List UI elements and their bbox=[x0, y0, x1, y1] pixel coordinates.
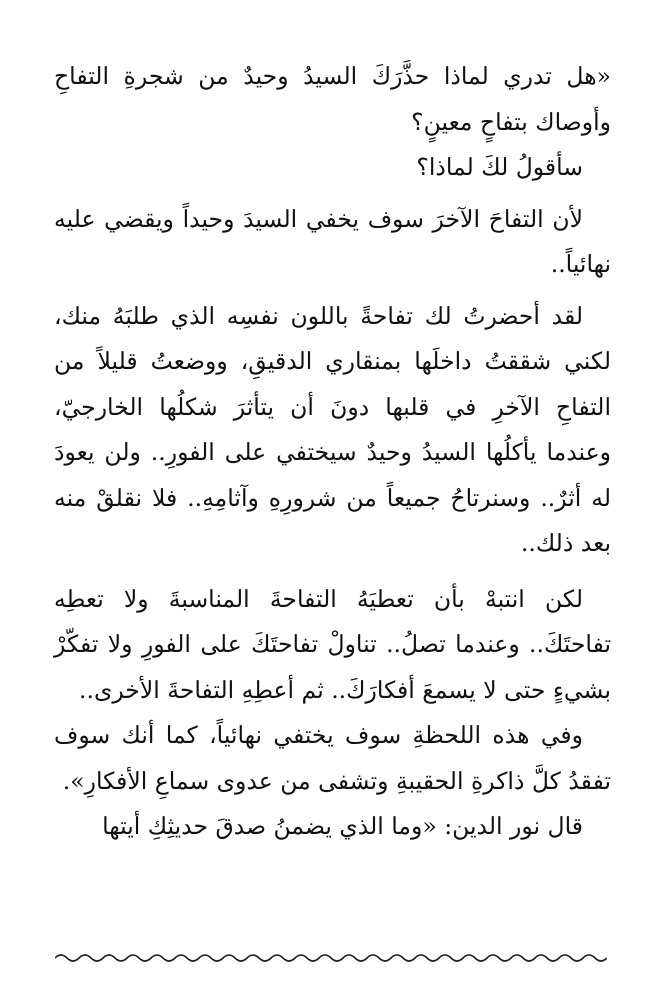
paragraph-1: «هل تدري لماذا حذَّرَكَ السيدُ وحيدٌ من شجرةِ التفاحِ وأوصاك بتفاحٍ معينٍ؟ bbox=[54, 62, 611, 136]
page-text bbox=[54, 54, 611, 850]
paragraph-2: سأقولُ لكَ لماذا؟ bbox=[416, 153, 583, 181]
paragraph-4: لقد أحضرتُ لك تفاحةً باللون نفسِه الذي طلبَهُ منك، لكني شققتُ داخلَها بمنقاري الدقيقِ، ووضعتُ قليلاً من التفاحِ الآخرِ في قلبها دونَ أن يتأثرَ شكلُها الخارجيّ، وعندما يأكلُها السيدُ وحيدٌ سيختفي على الفورِ.. ولن يعودَ له أثرٌ.. وسنرتاحُ جميعاً من شرورِهِ وآثامِهِ.. فلا نقلقْ منه بعد ذلك.. bbox=[54, 301, 611, 557]
paragraph-7: قال نور الدين: «وما الذي يضمنُ صدقَ حديثِكِ أيتها bbox=[102, 812, 583, 840]
paragraph-6: وفي هذه اللحظةِ سوف يختفي نهائياً، كما أنك سوف تفقدُ كلَّ ذاكرةِ الحقيبةِ وتشفى من عدوى سماعِ الأفكارِ». bbox=[54, 721, 611, 795]
paragraph-5: لكن انتبهْ بأن تعطيَهُ التفاحةَ المناسبةَ ولا تعطِه تفاحتَكَ.. وعندما تصلُ.. تناولْ تفاحتَكَ على الفورِ ولا تفكّرْ بشيءٍ حتى لا يسمعَ أفكارَكَ.. ثم أعطِهِ التفاحةَ الأخرى.. bbox=[54, 584, 611, 704]
decorative-wave-divider bbox=[55, 946, 607, 968]
paragraph-3: لأن التفاحَ الآخرَ سوف يخفي السيدَ وحيداً ويقضي عليه نهائياً.. bbox=[54, 204, 611, 278]
